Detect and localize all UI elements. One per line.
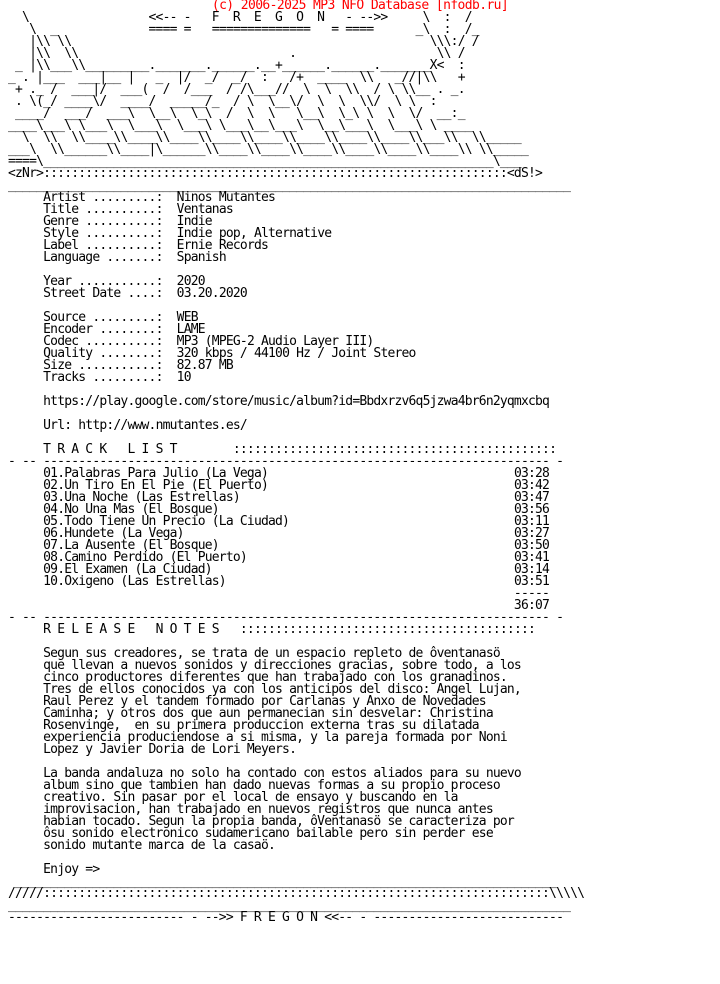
track-duration: 03:28	[513, 466, 550, 481]
info-label: Language .......:	[43, 250, 163, 265]
track-title: 01.Palabras Para Julio (La Vega)	[43, 466, 268, 481]
tech-value: WEB	[176, 310, 198, 325]
track-title: 05.Todo Tiene Un Precio (La Ciudad)	[43, 514, 290, 529]
track-title: 06.Hundete (La Vega)	[43, 526, 184, 541]
total-rule: -----	[513, 586, 550, 601]
release-dates	[8, 274, 247, 301]
date-label: Street Date ....:	[43, 286, 163, 301]
release-info	[8, 190, 331, 265]
track-duration: 03:50	[513, 538, 550, 553]
track-duration: 03:56	[513, 502, 550, 517]
track-duration: 03:27	[513, 526, 550, 541]
footer-colon-bar: /////::::::::::::::::::::::::::::::::::::::::::::::::::::::::::::::::::::::::\\\\\	[8, 886, 585, 901]
tracklist-bottom-rule: - -- ------------------------------------------------------------------------ -	[8, 610, 564, 625]
track-title: 03.Una Noche (Las Estrellas)	[43, 490, 240, 505]
footer-signature: ------------------------- - -->> F R E G O N <<-- - ---------------------------	[8, 910, 564, 925]
tech-row	[8, 370, 191, 385]
tech-value: MP3 (MPEG-2 Audio Layer III)	[176, 334, 374, 349]
track-title: 04.No Una Mas (El Bosque)	[43, 502, 219, 517]
date-row	[8, 286, 247, 301]
release-notes-colons: ::::::::::::::::::::::::::::::::::::::::::	[239, 622, 536, 637]
info-value: Ninos Mutantes	[176, 190, 276, 205]
info-label: Genre ..........:	[43, 214, 163, 229]
date-value: 2020	[176, 274, 205, 289]
info-row	[8, 250, 226, 265]
footer-rule-mid: ________________________________________________________________________________	[8, 898, 571, 913]
release-notes-heading: R E L E A S E N O T E S	[43, 622, 219, 637]
separator-rule: ________________________________________________________________________________	[8, 178, 571, 193]
info-value: Ventanas	[176, 202, 233, 217]
info-label: Artist .........:	[43, 190, 163, 205]
track-title: 07.La Ausente (El Bosque)	[43, 538, 219, 553]
footer-rule-top: _____________________________________________________________________________	[8, 874, 557, 889]
track-duration: 03:47	[513, 490, 550, 505]
website-url[interactable]: Url: http://www.nmutantes.es/	[43, 418, 247, 433]
tech-value: LAME	[176, 322, 205, 337]
tech-value: 82.87 MB	[176, 358, 233, 373]
date-label: Year ...........:	[43, 274, 163, 289]
tracklist-colons: ::::::::::::::::::::::::::::::::::::::::::::::	[232, 442, 557, 457]
copyright-header: (c) 2006-2025 MP3 NFO Database [nfodb.ru]	[211, 0, 509, 13]
tracklist-rule: - -- ------------------------------------------------------------------------ -	[8, 454, 564, 469]
info-label: Label ..........:	[43, 238, 163, 253]
track-list	[8, 466, 549, 589]
ascii-logo: \ <<-- - F R E G O N - -->> \ : / \ _ ==== = ============== = ==== _\ : /_ |\\ \\ \\\:/ / |\\ \\ . \\ / _ |\\___\\_________._______.______.__+______.______._______X< : _ . |___ ___|__ | _ |/ _/ _/ : /+ ____ \\ _//|\\ + + ._ / ___|/ ___( / /___ / /\___// \ \ \\ / \ \\__ . _. . \(_/ ____\/ ____/ _____/_ / \ \__\/ \ \ \\/ \ \ : ____/ ___/ ___\ \__\ \_\ / \ \ \__\ \_\ \ \ \/ __:_ ____\___\ \___\ \___\ \___\ \___\__\___\ \__\___\ \___\ \ ____ \ \\ \\____\\____\\____\\____\\____\\____\\____\\____\\___\\ \\_____ ___\ \\______\\____|\______\\____\\____\\____\\____\\____\\____\\ \\_____ ====\________________________________________________________________\___ <zNr>::::::::::::::::::::::::::::::::::::::::::::::::::::::::::::::::::<dS!>	[8, 10, 543, 181]
tech-label: Quality ........:	[43, 346, 163, 361]
track-duration: 03:42	[513, 478, 550, 493]
info-value: Indie	[176, 214, 212, 229]
enjoy-line: Enjoy =>	[43, 862, 100, 877]
track-title: 09.El Examen (La Ciudad)	[43, 562, 212, 577]
track-duration: 03:14	[513, 562, 550, 577]
notes-paragraph-1: Segun sus creadores, se trata de un espacio repleto de ôventanasö que llevan a nuevos sonidos y direcciones gracias, sobre todo, a los cinco productores diferentes que han trabajado con los granadinos. Tres de ellos conocidos ya con los anticipos del disco: Angel Lujan, Raul Perez y el tandem formado por Carlanas y Anxo de Novedades Caminha; y otros dos que aun permanecian sin desvelar: Christina Rosenvinge, en su primera produccion externa tras su dilatada experiencia produciendose a si misma, y la pareja formada por Noni Lopez y Javier Doria de Lori Meyers.	[43, 646, 521, 757]
tracklist-heading: T R A C K L I S T	[43, 442, 177, 457]
tech-label: Tracks .........:	[43, 370, 163, 385]
track-duration: 03:11	[513, 514, 550, 529]
nfo-document	[8, 12, 584, 924]
tech-value: 320 kbps / 44100 Hz / Joint Stereo	[176, 346, 416, 361]
notes-paragraph-2: La banda andaluza no solo ha contado con estos aliados para su nuevo album sino que tambien han dado nuevas formas a su propio proceso creativo. Sin pasar por el local de ensayo y buscando en la improvisacion, han trabajado en nuevos registros que nunca antes habian tocado. Segun la propia banda, ôVentanasö se caracteriza por ôsu sonido electronico sudamericano bailable pero sin perder ese sonido mutante marca de la casaö.	[43, 766, 521, 853]
info-value: Indie pop, Alternative	[176, 226, 332, 241]
tech-value: 10	[176, 370, 191, 385]
info-label: Style ..........:	[43, 226, 163, 241]
technical-info	[8, 310, 416, 385]
track-title: 08.Camino Perdido (El Puerto)	[43, 550, 247, 565]
info-value: Ernie Records	[176, 238, 269, 253]
total-time: 36:07	[513, 598, 550, 613]
track-title: 02.Un Tiro En El Pie (El Puerto)	[43, 478, 268, 493]
info-label: Title ..........:	[43, 202, 163, 217]
track-duration: 03:51	[513, 574, 550, 589]
track-row	[8, 574, 549, 589]
tech-label: Size ...........:	[43, 358, 163, 373]
track-title: 10.Oxigeno (Las Estrellas)	[43, 574, 226, 589]
store-link[interactable]: https://play.google.com/store/music/album?id=Bbdxrzv6q5jzwa4br6n2yqmxcbq	[43, 394, 550, 409]
tech-label: Encoder ........:	[43, 322, 163, 337]
tech-label: Source .........:	[43, 310, 163, 325]
date-value: 03.20.2020	[176, 286, 247, 301]
info-value: Spanish	[176, 250, 226, 265]
track-duration: 03:41	[513, 550, 550, 565]
tech-label: Codec ..........:	[43, 334, 163, 349]
